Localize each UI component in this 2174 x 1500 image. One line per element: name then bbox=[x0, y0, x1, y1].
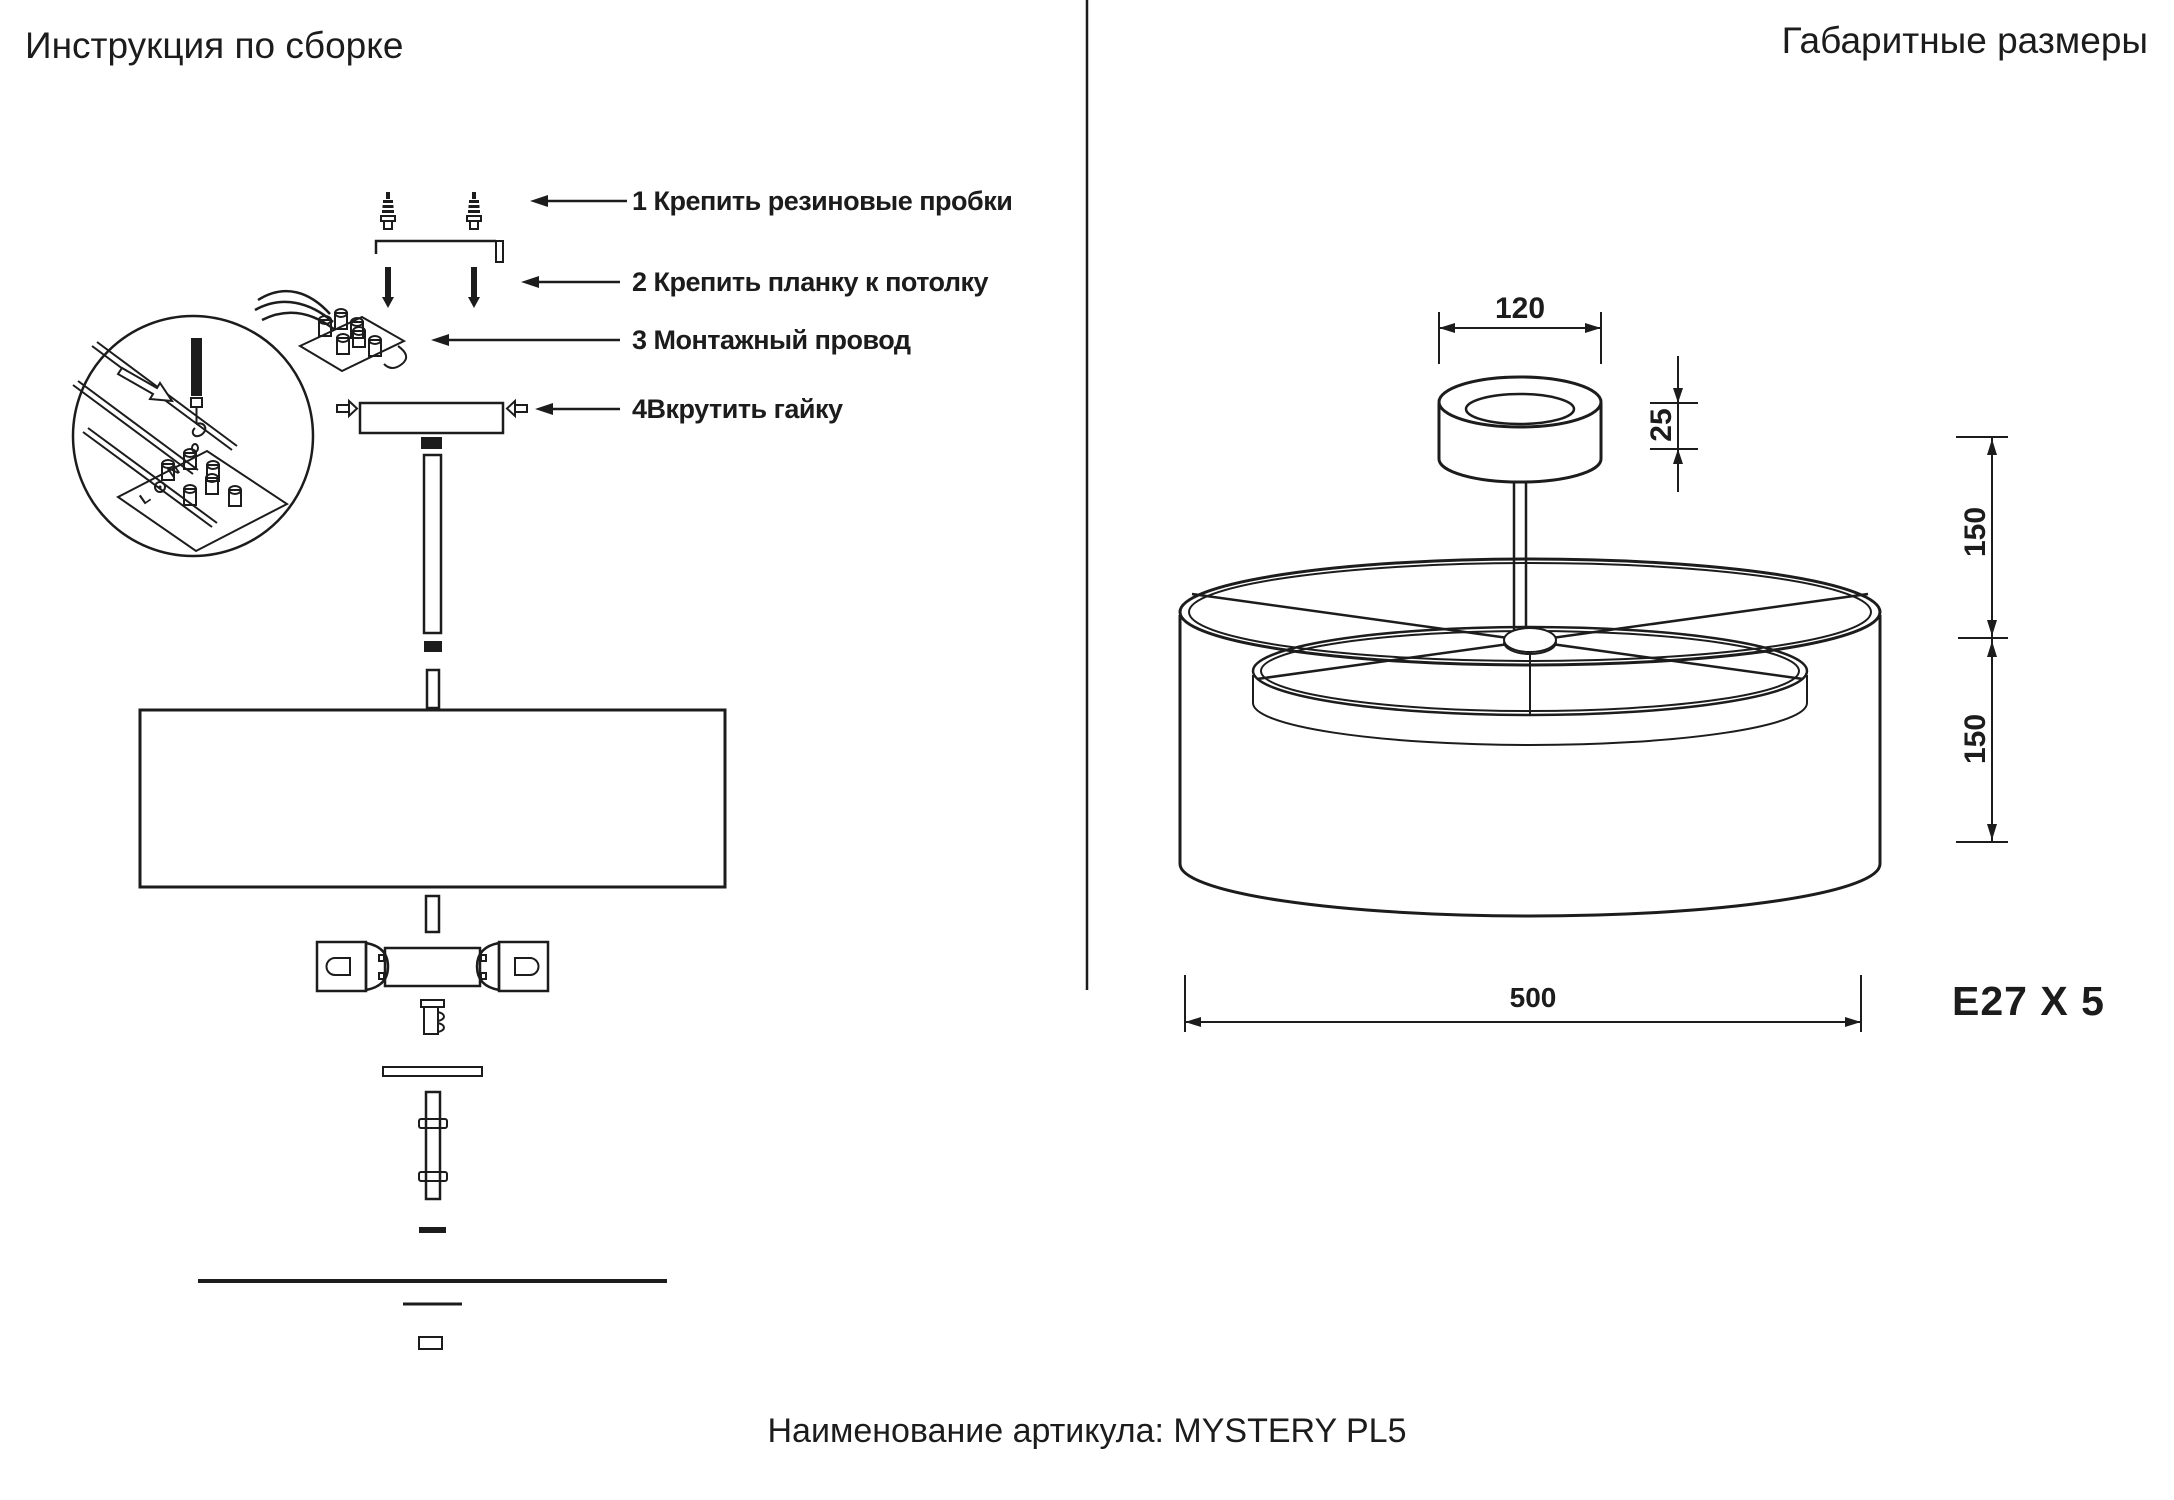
assembly-diagram bbox=[73, 192, 725, 1349]
turn-arrow-icon bbox=[337, 401, 357, 416]
left-panel-title: Инструкция по сборке bbox=[25, 25, 404, 66]
rubber-plug-screws bbox=[381, 192, 481, 229]
step-2-label: 2 Крепить планку к потолку bbox=[632, 267, 989, 297]
stem-parts bbox=[421, 437, 442, 708]
dim-label-canopy-height: 25 bbox=[1645, 408, 1678, 442]
drum-shade-3d bbox=[1180, 559, 1880, 916]
mounting-wire-terminal bbox=[255, 291, 406, 371]
step-3-label: 3 Монтажный провод bbox=[632, 325, 911, 355]
detail-screw bbox=[191, 338, 205, 452]
ceiling-hatch-lines bbox=[73, 342, 237, 527]
drum-shade-outline bbox=[140, 710, 725, 887]
dim-label-stem-height: 150 bbox=[1959, 506, 1992, 558]
shade-connector bbox=[426, 896, 439, 932]
dim-label-shade-height: 150 bbox=[1959, 713, 1992, 765]
step-leader-arrows bbox=[431, 195, 627, 415]
canopy bbox=[1439, 377, 1601, 482]
step-4-label: 4Вкрутить гайку bbox=[632, 394, 843, 424]
lower-fittings bbox=[198, 1000, 667, 1349]
article-name-label: Наименование артикула: MYSTERY PL5 bbox=[767, 1412, 1407, 1450]
dim-label-canopy-diameter: 120 bbox=[1494, 292, 1546, 325]
lamp-spec-label: E27 X 5 bbox=[1952, 978, 2105, 1024]
mounting-screws bbox=[382, 267, 480, 308]
direction-arrow-icon bbox=[118, 368, 172, 401]
turn-arrow-icon bbox=[507, 401, 527, 416]
right-panel-title: Габаритные размеры bbox=[1781, 20, 2148, 61]
lamp-holder-assembly bbox=[317, 942, 548, 991]
dimension-drawing bbox=[1180, 312, 2008, 1032]
stem-rod bbox=[1514, 481, 1530, 714]
mounting-bar bbox=[376, 241, 503, 262]
dim-label-shade-diameter: 500 bbox=[1509, 982, 1557, 1013]
terminal-live-mark: L bbox=[136, 489, 154, 509]
dim-heights bbox=[1956, 437, 2008, 842]
detail-circle bbox=[73, 316, 313, 556]
terminal-neutral-mark: N bbox=[164, 461, 184, 482]
step-1-label: 1 Крепить резиновые пробки bbox=[632, 186, 1013, 216]
ceiling-plate bbox=[337, 401, 527, 433]
